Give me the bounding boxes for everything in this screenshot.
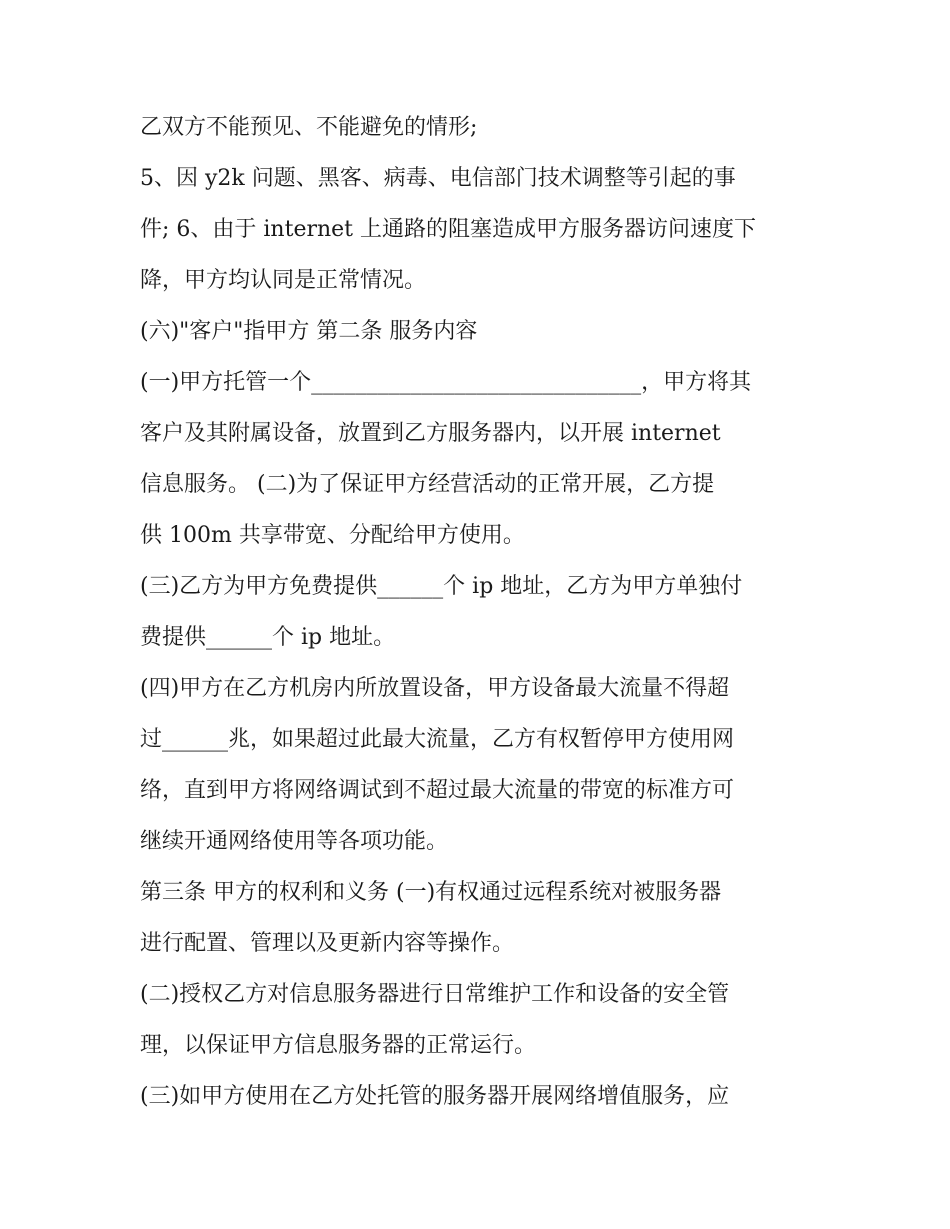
paragraph-line: 5、因 y2k 问题、黑客、病毒、电信部门技术调整等引起的事	[140, 166, 736, 191]
paragraph-line: (一)甲方托管一个______________________________，甲方将其	[140, 370, 752, 395]
paragraph-line: (三)乙方为甲方免费提供______个 ip 地址，乙方为甲方单独付	[140, 574, 743, 599]
paragraph-line: 客户及其附属设备，放置到乙方服务器内，以开展 internet	[140, 421, 721, 446]
paragraph-line: 乙双方不能预见、不能避免的情形;	[140, 115, 478, 140]
paragraph-line: 供 100m 共享带宽、分配给甲方使用。	[140, 523, 525, 548]
paragraph-line: 信息服务。 (二)为了保证甲方经营活动的正常开展，乙方提	[140, 472, 715, 497]
paragraph-line: 第三条 甲方的权利和义务 (一)有权通过远程系统对被服务器	[140, 880, 722, 905]
paragraph-line: 降，甲方均认同是正常情况。	[140, 268, 427, 293]
paragraph-line: 进行配置、管理以及更新内容等操作。	[140, 931, 515, 956]
paragraph-line: (六)"客户"指甲方 第二条 服务内容	[140, 319, 478, 344]
paragraph-line: (二)授权乙方对信息服务器进行日常维护工作和设备的安全管	[140, 982, 730, 1007]
paragraph-line: 件; 6、由于 internet 上通路的阻塞造成甲方服务器访问速度下	[140, 217, 757, 242]
paragraph-line: (四)甲方在乙方机房内所放置设备，甲方设备最大流量不得超	[140, 676, 730, 701]
paragraph-line: 络，直到甲方将网络调试到不超过最大流量的带宽的标准方可	[140, 778, 735, 803]
paragraph-line: 理，以保证甲方信息服务器的正常运行。	[140, 1033, 537, 1058]
paragraph-line: 继续开通网络使用等各项功能。	[140, 829, 449, 854]
paragraph-line: 过______兆，如果超过此最大流量，乙方有权暂停甲方使用网	[140, 727, 735, 752]
paragraph-line: 费提供______个 ip 地址。	[140, 625, 396, 650]
paragraph-line: (三)如甲方使用在乙方处托管的服务器开展网络增值服务，应	[140, 1084, 730, 1109]
